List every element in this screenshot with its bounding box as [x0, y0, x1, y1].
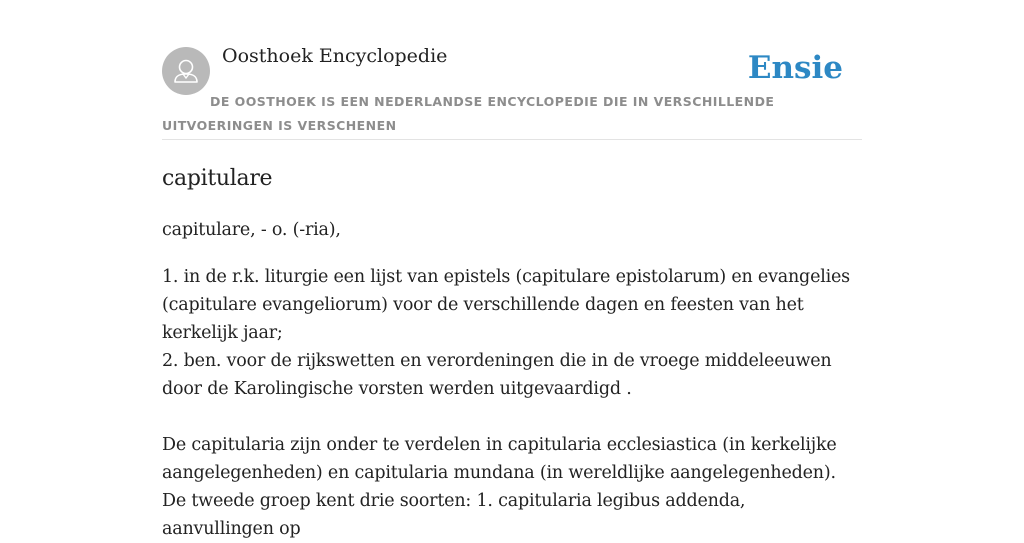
- source-header: [162, 0, 862, 140]
- source-avatar[interactable]: [162, 47, 210, 95]
- article-paragraph: De capitularia zijn onder te verdelen in capitularia ecclesiastica (in kerkelijke aangelegenheden) en capitularia mundana (in wereldlijke aangelegenheden). De tweede groep kent drie soorten: 1. capitularia legibus addenda, aanvullingen op: [162, 435, 837, 539]
- content-container: [162, 0, 862, 539]
- user-icon: [162, 47, 210, 95]
- paragraph-spacer: [162, 403, 862, 431]
- ensie-logo[interactable]: Ensie: [747, 50, 843, 86]
- source-description: DE OOSTHOEK IS EEN NEDERLANDSE ENCYCLOPEDIE DIE IN VERSCHILLENDE UITVOERINGEN IS VERSCHENEN: [162, 94, 775, 133]
- article-headword: capitulare, - o. (-ria),: [162, 220, 341, 240]
- definition-1: 1. in de r.k. liturgie een lijst van epistels (capitulare epistolarum) en evangelies (capitulare evangeliorum) voor de verschillende dagen en feesten van het kerkelijk jaar;: [162, 267, 850, 343]
- article: [162, 160, 862, 539]
- article-definitions: [162, 263, 862, 543]
- definition-2: 2. ben. voor de rijkswetten en verordeningen die in de vroege middeleeuwen door de Karolingische vorsten werden uitgevaardigd .: [162, 351, 832, 399]
- article-title: capitulare: [162, 166, 273, 191]
- source-title-link[interactable]: Oosthoek Encyclopedie: [222, 45, 448, 67]
